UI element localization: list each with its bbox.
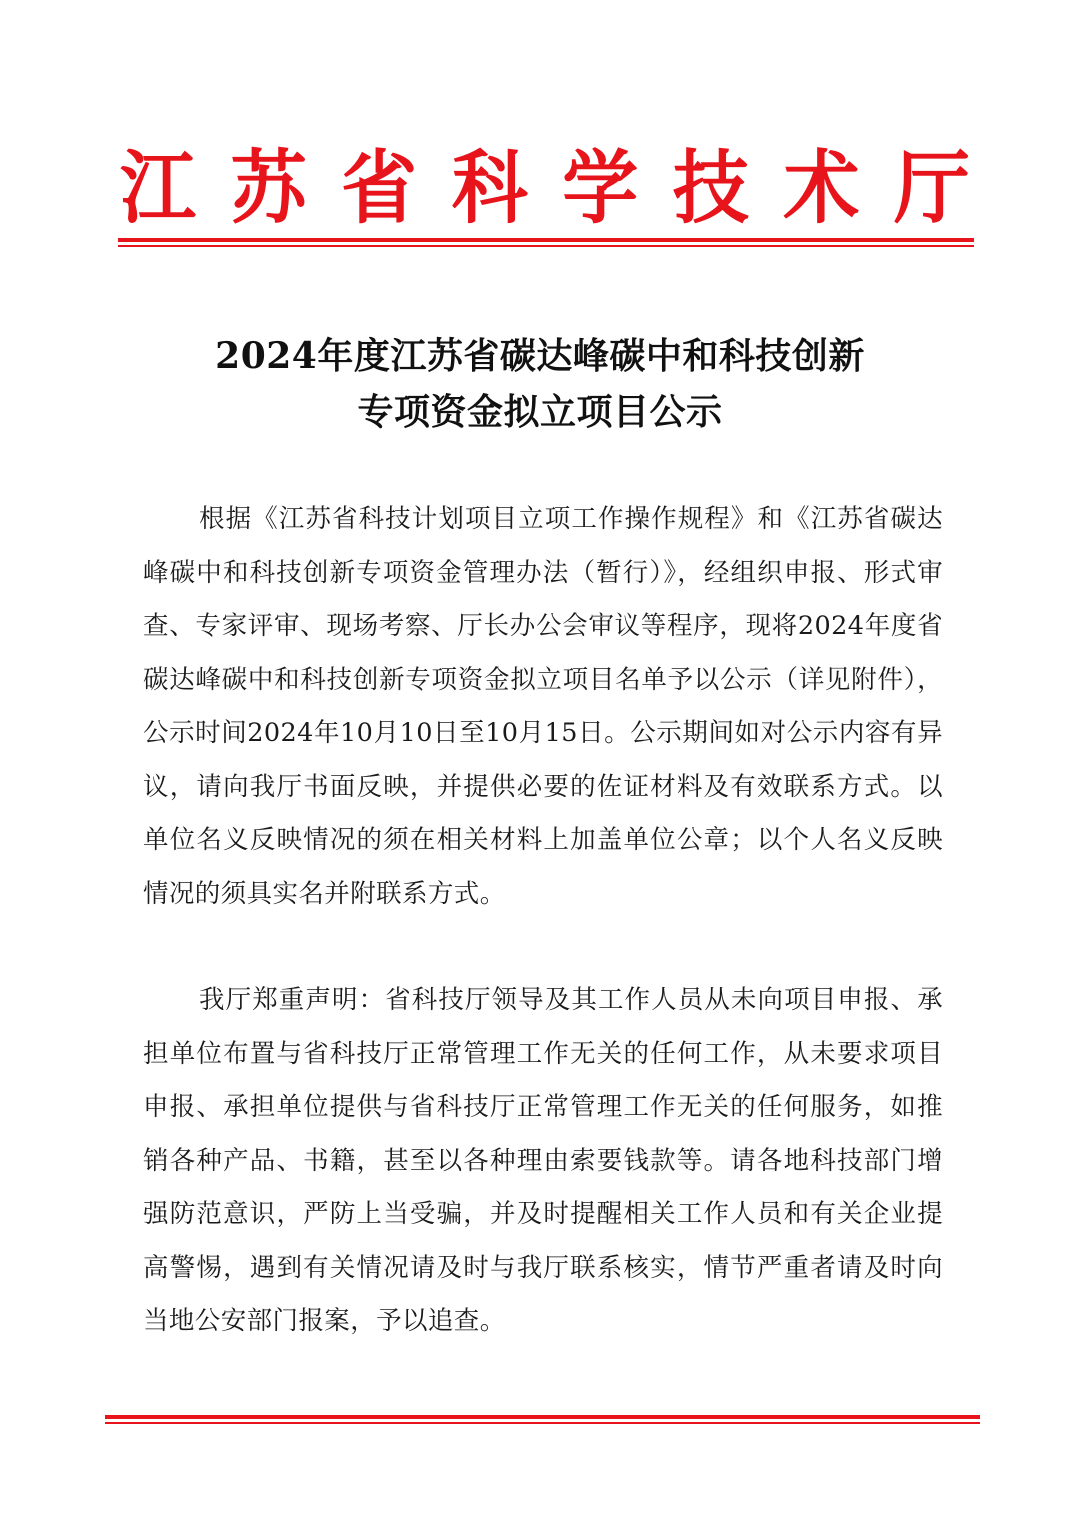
- body-paragraph-2-container: [143, 974, 943, 1349]
- footer-divider-thin: [105, 1422, 980, 1424]
- document-title-line2: 专项资金拟立项目公示: [357, 391, 723, 433]
- org-char: 术: [783, 140, 860, 234]
- org-char: 科: [451, 140, 528, 234]
- body-paragraph-1-container: [143, 493, 943, 921]
- footer-divider-thick: [105, 1415, 980, 1419]
- body-paragraph: 根据《江苏省科技计划项目立项工作操作规程》和《江苏省碳达峰碳中和科技创新专项资金管理办法（暂行）》，经组织申报、形式审查、专家评审、现场考察、厅长办公会审议等程序，现将2024年度省碳达峰碳中和科技创新专项资金拟立项目名单予以公示（详见附件），公示时间2024年10月10日至10月15日。公示期间如对公示内容有异议，请向我厅书面反映，并提供必要的佐证材料及有效联系方式。以单位名义反映情况的须在相关材料上加盖单位公章；以个人名义反映情况的须具实名并附联系方式。: [143, 504, 943, 909]
- org-char: 苏: [230, 140, 307, 234]
- header-divider-thin: [118, 245, 974, 247]
- body-paragraph: 我厅郑重声明：省科技厅领导及其工作人员从未向项目申报、承担单位布置与省科技厅正常管理工作无关的任何工作，从未要求项目申报、承担单位提供与省科技厅正常管理工作无关的任何服务，如推销各种产品、书籍，甚至以各种理由索要钱款等。请各地科技部门增强防范意识，严防上当受骗，并及时提醒相关工作人员和有关企业提高警惕，遇到有关情况请及时与我厅联系核实，情节严重者请及时向当地公安部门报案，予以追查。: [143, 985, 943, 1336]
- org-letterhead: [120, 140, 970, 235]
- org-char: 江: [120, 140, 196, 234]
- document-title-line1: 2024年度江苏省碳达峰碳中和科技创新: [215, 335, 865, 377]
- org-char: 学: [562, 140, 639, 234]
- header-divider-thick: [118, 238, 974, 242]
- org-char: 省: [341, 140, 418, 234]
- org-char: 技: [672, 140, 749, 234]
- org-char: 厅: [893, 140, 970, 234]
